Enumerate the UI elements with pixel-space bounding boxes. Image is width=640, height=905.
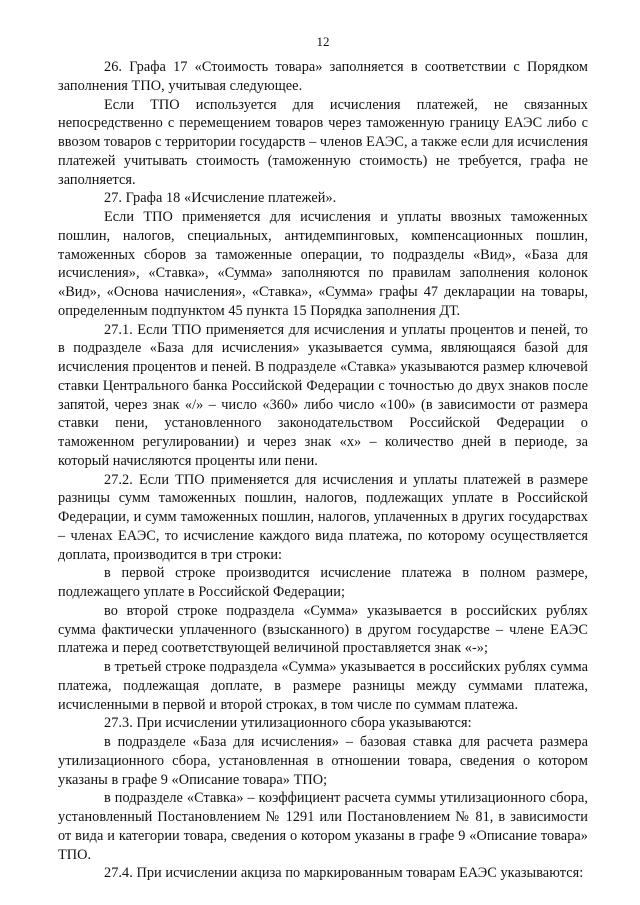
paragraph-27-2: 27.2. Если ТПО применяется для исчисления и уплаты платежей в размере разницы сумм таможенных пошлин, налогов, подлежащих уплате в Российской Федерации, и сумм таможенных пошлин, налогов, уплаченных в других государствах – членах ЕАЭС, то исчисление каждого вида платежа, по которому осуществляется доплата, производится в три строки: <box>58 471 588 563</box>
paragraph-27-general: Если ТПО применяется для исчисления и уплаты ввозных таможенных пошлин, налогов, специальных, антидемпинговых, компенсационных пошлин, таможенных сборов за таможенные операции, то подразделы «Вид», «База для исчисления», «Ставка», «Сумма» заполняются по правилам заполнения колонок «Вид», «Основа начисления», «Ставка», «Сумма» графы 47 декларации на товары, определенным подпунктом 45 пункта 15 Порядка заполнения ДТ. <box>58 209 588 319</box>
paragraph-27-3-base: в подразделе «База для исчисления» – базовая ставка для расчета размера утилизационного сбора, установленная в отношении товара, сведения о котором указаны в графе 9 «Описание товара» ТПО; <box>58 734 588 788</box>
paragraph-26: 26. Графа 17 «Стоимость товара» заполняется в соответствии с Порядком заполнения ТПО, учитывая следующее. <box>58 59 588 94</box>
paragraph-27-3-rate: в подразделе «Ставка» – коэффициент расчета суммы утилизационного сбора, установленный Постановлением № 1291 или Постановлением № 81, в зависимости от вида и категории товара, сведения о котором указаны в графе 9 «Описание товара» ТПО. <box>58 790 588 863</box>
paragraph-27-1: 27.1. Если ТПО применяется для исчисления и уплаты процентов и пеней, то в подразделе «База для исчисления» указывается сумма, являющаяся базой для исчисления процентов и пеней. В подразделе «Ставка» указываются размер ключевой ставки Центрального банка Российской Федерации с точностью до двух знаков после запятой, через знак «/» – число «360» либо число «100» (в зависимости от размера ставки пени, установленного законодательством Российской Федерации о таможенном регулировании) и через знак «х» – количество дней в периоде, за который начисляются проценты или пени. <box>58 321 588 469</box>
paragraph-26-detail: Если ТПО используется для исчисления платежей, не связанных непосредственно с перемещением товаров через таможенную границу ЕАЭС либо с ввозом товаров с территории государств – членов ЕАЭС, а также если для исчисления платежей учитывать стоимость (таможенную стоимость) не требуется, графа не заполняется. <box>58 96 589 188</box>
paragraph-27-3: 27.3. При исчислении утилизационного сбора указываются: <box>104 715 472 732</box>
paragraph-27-2-second-line: во второй строке подраздела «Сумма» указывается в российских рублях сумма фактически уплаченного (взысканного) в другом государстве – члене ЕАЭС платежа и перед соответствующей величиной проставляется знак «-»; <box>58 602 588 657</box>
paragraph-27-2-third-line: в третьей строке подраздела «Сумма» указывается в российских рублях сумма платежа, подлежащая доплате, в размере разницы между суммами платежа, исчисленными в первой и второй строках, в том числе по суммам платежа. <box>58 659 588 713</box>
paragraph-27-2-first-line: в первой строке производится исчисление платежа в полном размере, подлежащего уплате в Российской Федерации; <box>58 565 588 600</box>
page-number: 12 <box>316 34 330 49</box>
paragraph-27-heading: 27. Графа 18 «Исчисление платежей». <box>104 190 337 207</box>
paragraph-27-4: 27.4. При исчислении акциза по маркированным товарам ЕАЭС указываются: <box>104 865 584 882</box>
